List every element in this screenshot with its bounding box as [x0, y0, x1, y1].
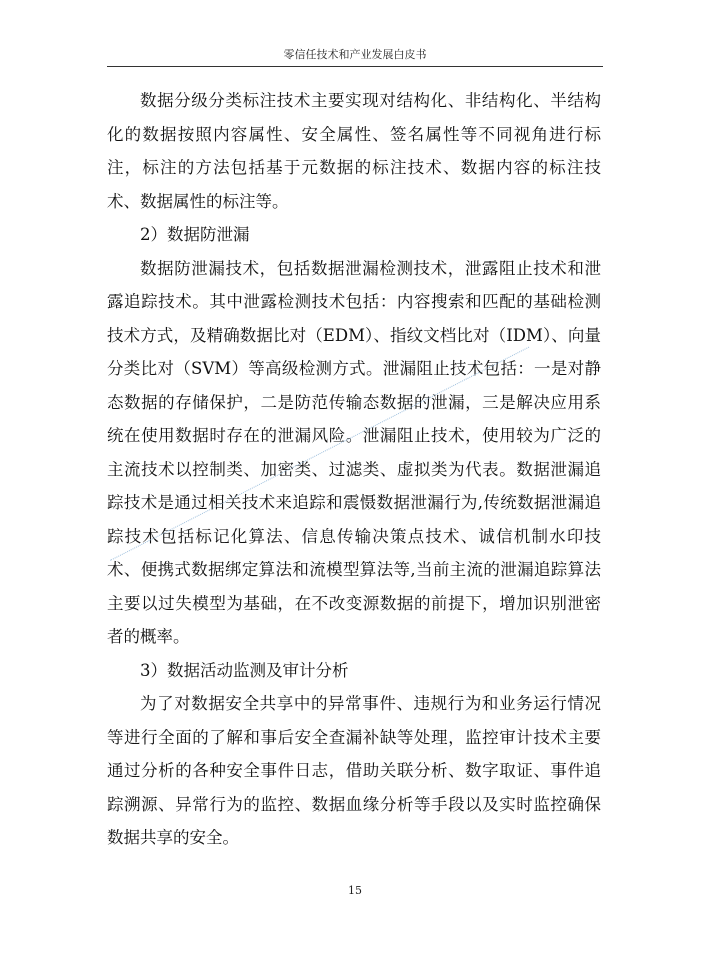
paragraph-activity-monitoring: 为了对数据安全共享中的异常事件、违规行为和业务运行情况等进行全面的了解和事后安全查漏补缺等处理，监控审计技术主要通过分析的各种安全事件日志，借助关联分析、数字取证、事件追踪溯源、异常行为的监控、数据血缘分析等手段以及实时监控确保数据共享的安全。 [107, 694, 601, 847]
section-heading-activity-monitoring: 3）数据活动监测及审计分析 [140, 660, 349, 680]
section-heading-data-leak-prevention: 2）数据防泄漏 [140, 225, 250, 244]
header-divider [107, 66, 603, 67]
paragraph-data-leak-prevention: 数据防泄漏技术，包括数据泄漏检测技术，泄露阻止技术和泄露追踪技术。其中泄露检测技术包括：内容搜索和匹配的基础检测技术方式，及精确数据比对（EDM）、指纹文档比对（IDM）、向量分类比对（SVM）等高级检测方式。泄漏阻止技术包括：一是对静态数据的存储保护，二是防范传输态数据的泄漏，三是解决应用系统在使用数据时存在的泄漏风险。泄漏阻止技术，使用较为广泛的主流技术以控制类、加密类、过滤类、虚拟类为代表。数据泄漏追踪技术是通过相关技术来追踪和震慑数据泄漏行为,传统数据泄漏追踪技术包括标记化算法、信息传输决策点技术、诚信机制水印技术、便携式数据绑定算法和流模型算法等,当前主流的泄漏追踪算法主要以过失模型为基础，在不改变源数据的前提下，增加识别泄密者的概率。 [107, 258, 601, 646]
page-number: 15 [348, 884, 362, 897]
page-body [107, 84, 601, 855]
paragraph-classification-labeling: 数据分级分类标注技术主要实现对结构化、非结构化、半结构化的数据按照内容属性、安全属性、签名属性等不同视角进行标注，标注的方法包括基于元数据的标注技术、数据内容的标注技术、数据属性的标注等。 [107, 91, 601, 211]
running-header: 零信任技术和产业发展白皮书 [283, 48, 427, 61]
